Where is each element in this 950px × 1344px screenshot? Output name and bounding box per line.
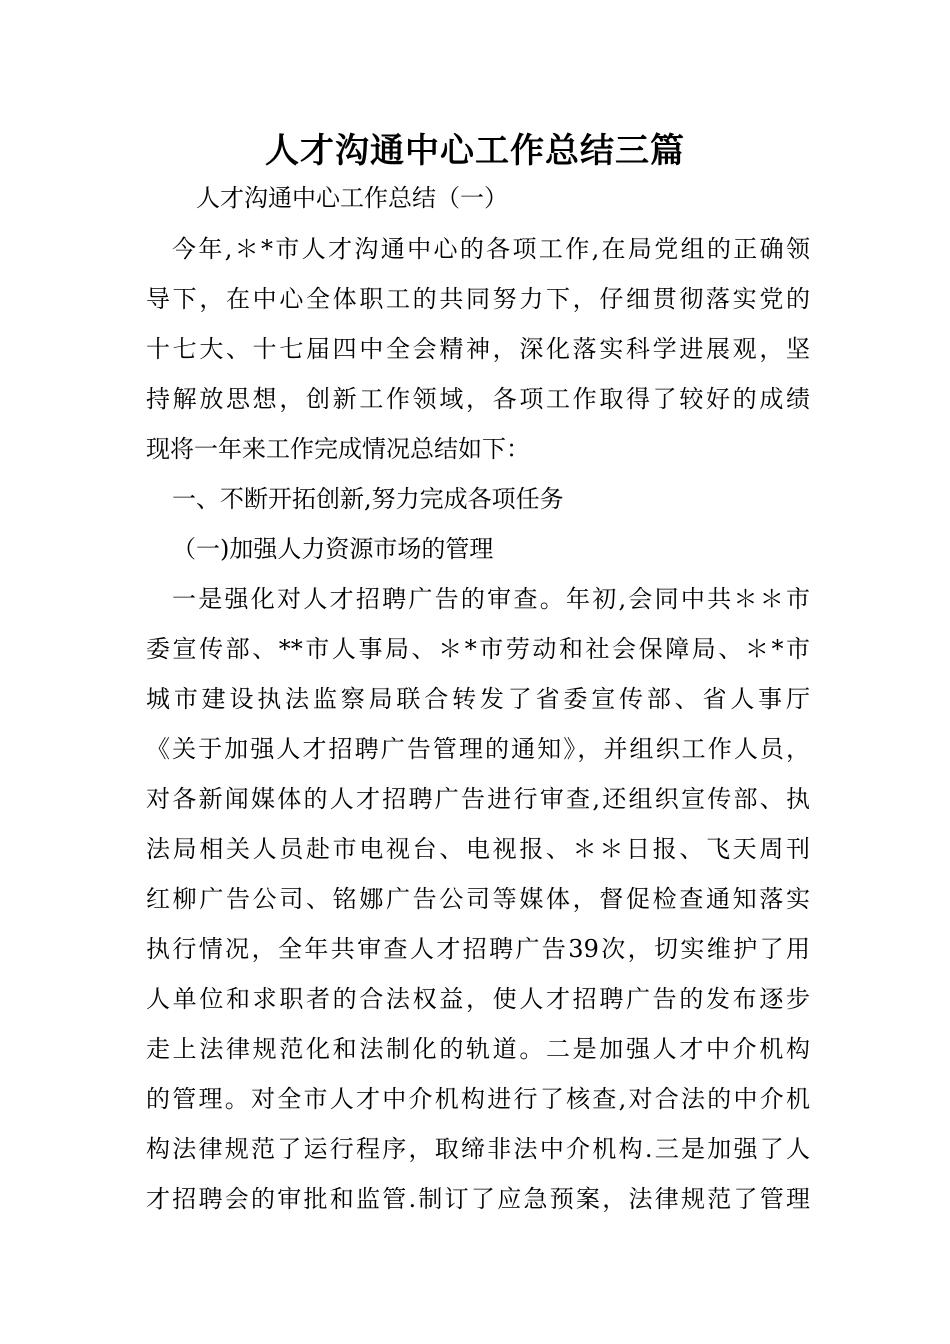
body-line: 委宣传部、**市人事局、＊*市劳动和社会保障局、＊*市 bbox=[146, 635, 810, 663]
body-line: 人单位和求职者的合法权益，使人才招聘广告的发布逐步 bbox=[146, 985, 810, 1013]
body-line: 一是强化对人才招聘广告的审查。年初,会同中共＊＊市 bbox=[172, 585, 810, 613]
body-line: 现将一年来工作完成情况总结如下： bbox=[146, 435, 530, 463]
body-line: 十七大、十七届四中全会精神，深化落实科学进展观，坚 bbox=[146, 335, 810, 363]
body-line: 构法律规范了运行程序，取缔非法中介机构.三是加强了人 bbox=[146, 1135, 810, 1163]
document-subtitle: 人才沟通中心工作总结（一） bbox=[196, 184, 508, 212]
document-title: 人才沟通中心工作总结三篇 bbox=[265, 131, 685, 171]
body-line: 持解放思想，创新工作领域，各项工作取得了较好的成绩 bbox=[146, 385, 810, 413]
body-line: 红柳广告公司、铭娜广告公司等媒体，督促检查通知落实 bbox=[146, 885, 810, 913]
subsection-heading: （一)加强人力资源市场的管理 bbox=[172, 535, 494, 563]
body-line: 才招聘会的审批和监管.制订了应急预案，法律规范了管理 bbox=[146, 1185, 810, 1213]
body-line: 对各新闻媒体的人才招聘广告进行审查,还组织宣传部、执 bbox=[146, 785, 810, 813]
section-heading: 一、不断开拓创新,努力完成各项任务 bbox=[172, 485, 564, 513]
body-line: 走上法律规范化和法制化的轨道。二是加强人才中介机构 bbox=[146, 1035, 810, 1063]
body-line: 法局相关人员赴市电视台、电视报、＊＊日报、飞天周刊 bbox=[146, 835, 810, 863]
body-line: 的管理。对全市人才中介机构进行了核查,对合法的中介机 bbox=[146, 1085, 810, 1113]
body-line: 今年,＊*市人才沟通中心的各项工作,在局党组的正确领 bbox=[172, 235, 810, 263]
body-line: 执行情况，全年共审查人才招聘广告39次，切实维护了用 bbox=[146, 935, 810, 963]
body-line: 城市建设执法监察局联合转发了省委宣传部、省人事厅 bbox=[146, 685, 810, 713]
body-line: 《关于加强人才招聘广告管理的通知》，并组织工作人员， bbox=[146, 735, 810, 763]
body-line: 导下，在中心全体职工的共同努力下，仔细贯彻落实党的 bbox=[146, 285, 810, 313]
